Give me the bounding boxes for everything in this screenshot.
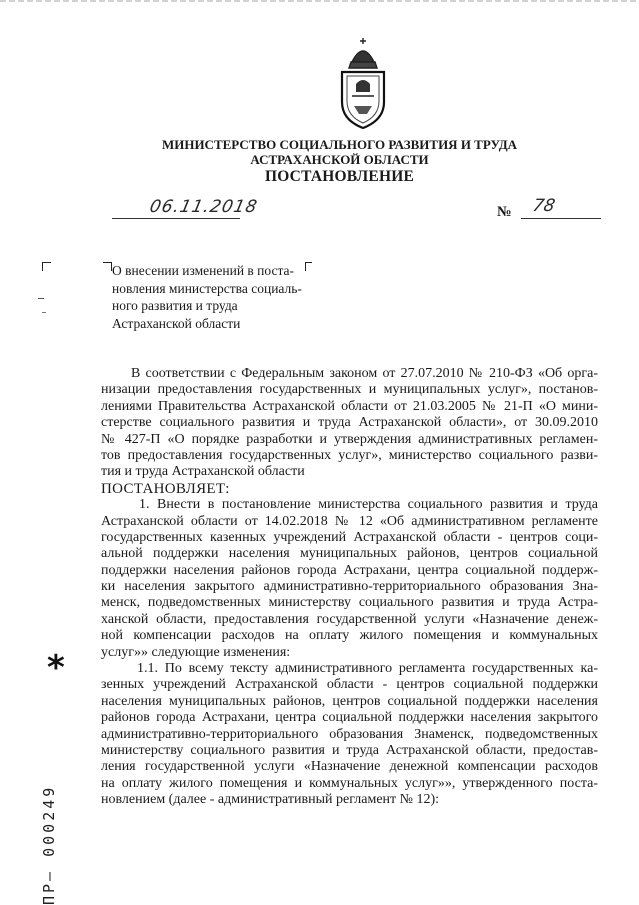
preamble-line: тия и труда Астраханской области <box>101 464 305 480</box>
item-1-1-line: новлением (далее - административный регламент № 12): <box>101 792 440 808</box>
preamble-line: стерстве социального развития и труда Астраханской области», от 30.09.2010 <box>101 415 598 431</box>
item-1-line: государственных казенных учреждений Астраханской области - центров соци- <box>101 529 598 545</box>
ministry-name-line-1: МИНИСТЕРСТВО СОЦИАЛЬНОГО РАЗВИТИЯ И ТРУДА <box>161 137 518 152</box>
document-subject <box>112 262 312 332</box>
coat-of-arms-emblem <box>332 36 394 130</box>
item-1-1-line: зенных учреждений Астраханской области - центров социальной поддержки <box>101 677 598 693</box>
number-sign: № <box>497 204 512 220</box>
item-1-1-line: ления государственной услуги «Назначение денежной компенсации расходов <box>101 759 598 775</box>
document-body <box>101 366 598 809</box>
number-underline <box>521 218 601 219</box>
subject-bracket-inner <box>103 262 112 271</box>
scan-edge-artifact <box>0 0 639 2</box>
preamble-line: лениями Правительства Астраханской области от 21.03.2005 № 21-П «О мини- <box>101 398 598 414</box>
margin-mark <box>42 312 46 313</box>
subject-line: Астраханской области <box>112 315 241 331</box>
item-1-1-line: населения муниципальных районов, центров социальной поддержки населения <box>101 693 598 709</box>
item-1-line: ханской области, предоставления государственной услуги «Назначение денеж- <box>101 611 598 627</box>
item-1-1-line: 1.1. По всему тексту административного регламента государственных ка- <box>137 661 598 677</box>
item-1-line: Астраханской области от 14.02.2018 № 12 «Об административном регламенте <box>101 513 598 529</box>
resolution-heading: ПОСТАНОВЛЯЕТ: <box>101 480 230 497</box>
item-1-line: ной компенсации расходов на оплату жилого помещения и коммунальных <box>101 628 598 644</box>
handwritten-date: 06.11.2018 <box>147 197 260 217</box>
crown-icon <box>349 38 377 68</box>
subject-line: О внесении изменений в поста- <box>112 263 295 278</box>
margin-asterisk: * <box>47 648 65 688</box>
item-1-1-line: министерству социального развития и труда Астраханской области, предостав- <box>101 742 598 758</box>
item-1-1-line: районов города Астрахани, центра социальной поддержки населения закрытого <box>101 710 598 726</box>
shield-icon <box>342 72 384 128</box>
item-1-line: менск, подведомственных министерству социального развития и труда Астра- <box>101 595 598 611</box>
preamble-line: низации предоставления государственных и муниципальных услуг», постанов- <box>101 382 598 398</box>
preamble-line: В соответствии с Федеральным законом от 27.07.2010 № 210-ФЗ «Об орга- <box>131 366 598 381</box>
subject-line: новления министерства социаль- <box>112 280 302 296</box>
item-1-line: услуг»» следующие изменения: <box>101 644 291 660</box>
ministry-name-line-2: АСТРАХАНСКОЙ ОБЛАСТИ <box>250 152 429 167</box>
preamble-line: № 427-П «О порядке разработки и утверждения административных регламен- <box>101 431 598 447</box>
subject-bracket-left <box>42 262 51 271</box>
item-1-line: поддержки населения районов города Астрахани, центра социальной поддерж- <box>101 562 598 578</box>
item-1-1-line: административно-территориального образования Знаменск, подведомственных <box>101 726 598 742</box>
handwritten-document-number: 78 <box>530 196 557 216</box>
item-1-line: ки населения закрытого административно-территориального образования Зна- <box>101 579 598 595</box>
item-1-line: 1. Внести в постановление министерства социального развития и труда <box>139 497 598 513</box>
registry-stamp: ПР– 000249 <box>40 784 58 905</box>
date-underline <box>112 218 240 219</box>
margin-mark <box>38 298 44 299</box>
subject-line: ного развития и труда <box>112 298 238 313</box>
document-type-title: ПОСТАНОВЛЕНИЕ <box>264 168 415 185</box>
preamble-line: тов предоставления государственных услуг», министерство социального разви- <box>101 447 598 463</box>
item-1-line: альной поддержки населения муниципальных районов, центров социальной <box>101 546 598 562</box>
item-1-1-line: на оплату жилого помещения и коммунальных услуг»», утвержденного поста- <box>101 775 598 791</box>
